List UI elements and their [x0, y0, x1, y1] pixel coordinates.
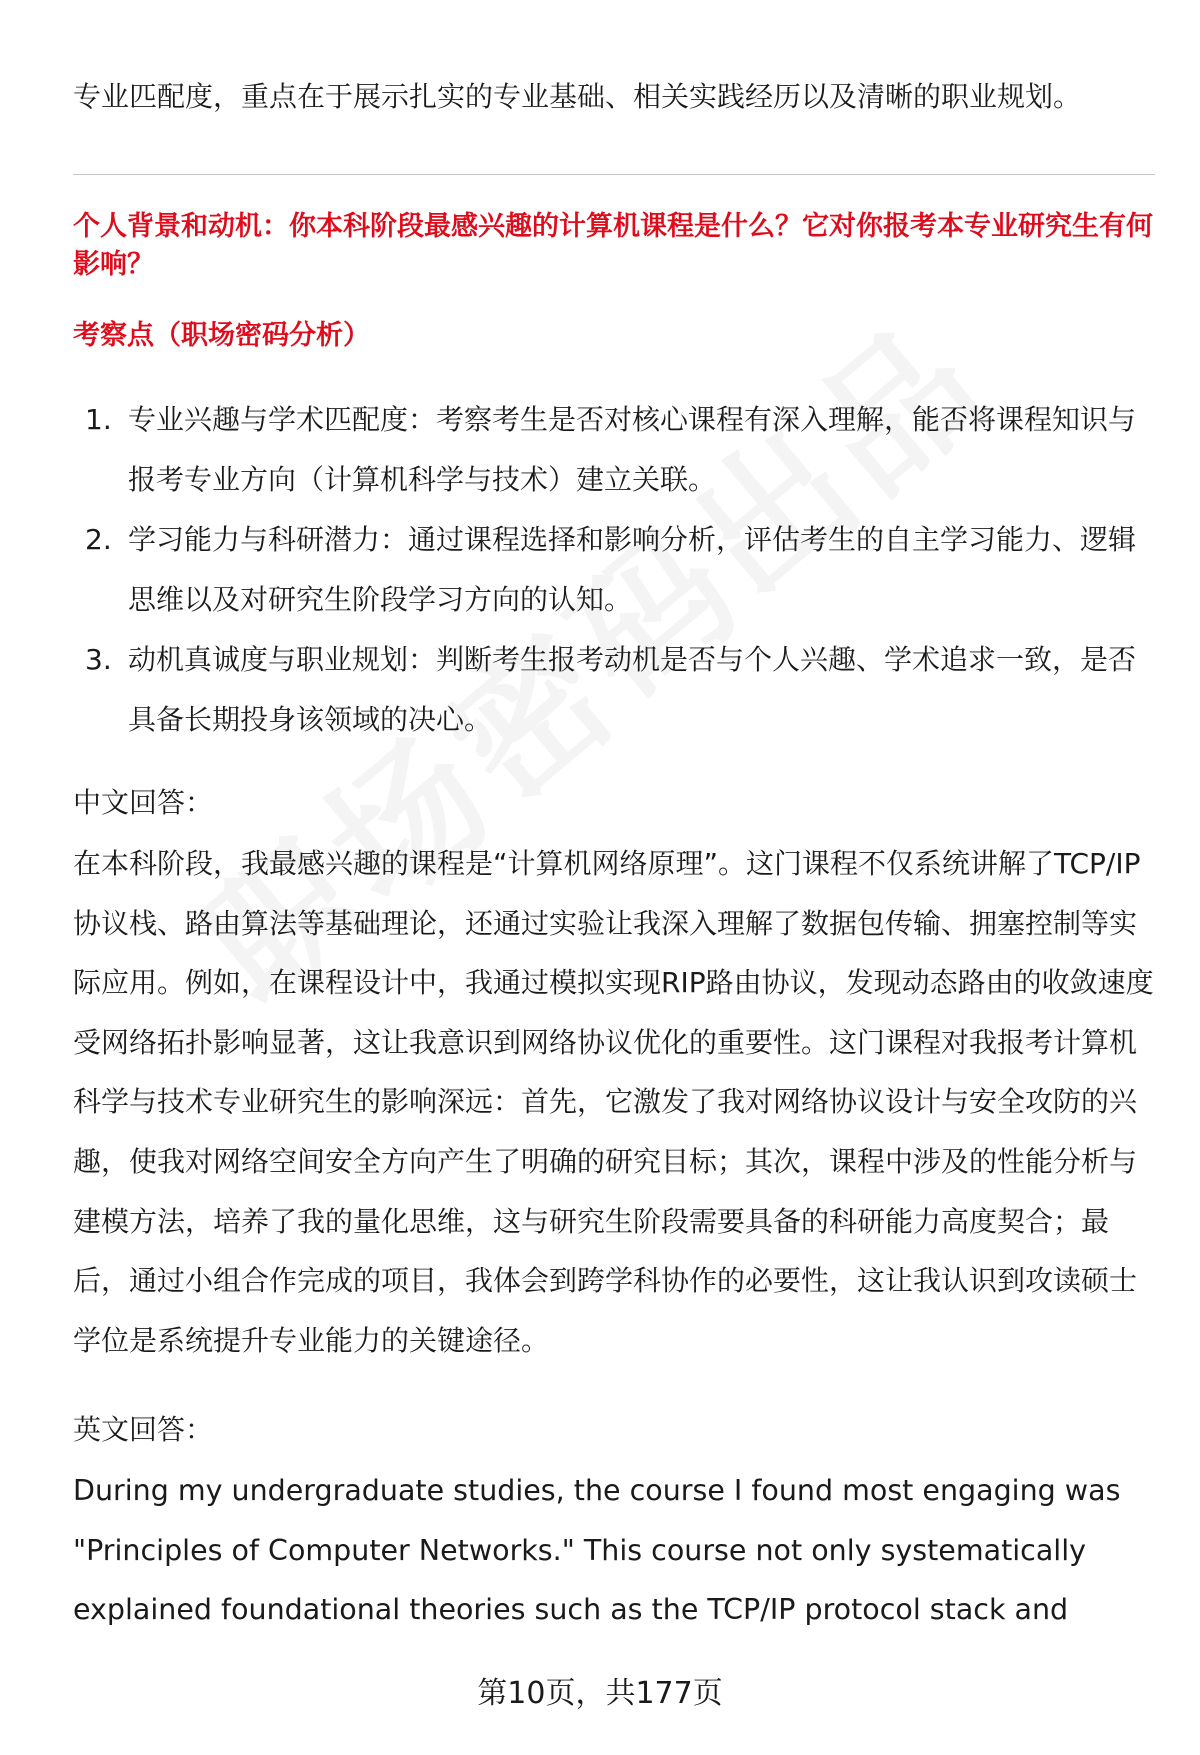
- key-point-number: 2.: [85, 523, 112, 556]
- key-point-item: [73, 390, 1155, 510]
- english-answer-label: 英文回答：: [73, 1413, 214, 1446]
- interview-question: 个人背景和动机：你本科阶段最感兴趣的计算机课程是什么？它对你报考本专业研究生有何影响？: [73, 211, 1153, 280]
- page-number-footer: 第10页，共177页: [477, 1676, 723, 1711]
- key-points-title: 考察点（职场密码分析）: [73, 320, 370, 351]
- key-points-list: [73, 390, 1155, 750]
- intro-line: 专业匹配度，重点在于展示扎实的专业基础、相关实践经历以及清晰的职业规划。: [73, 80, 1082, 113]
- english-answer-text: During my undergraduate studies, the course I found most engaging was "Principles of Computer Networks." This course not only systematically explained foundational theories such as the TCP/IP protocol stack and: [73, 1474, 1121, 1627]
- chinese-answer-text: 在本科阶段，我最感兴趣的课程是“计算机网络原理”。这门课程不仅系统讲解了TCP/IP协议栈、路由算法等基础理论，还通过实验让我深入理解了数据包传输、拥塞控制等实际应用。例如，在课程设计中，我通过模拟实现RIP路由协议，发现动态路由的收敛速度受网络拓扑影响显著，这让我意识到网络协议优化的重要性。这门课程对我报考计算机科学与技术专业研究生的影响深远：首先，它激发了我对网络协议设计与安全攻防的兴趣，使我对网络空间安全方向产生了明确的研究目标；其次，课程中涉及的性能分析与建模方法，培养了我的量化思维，这与研究生阶段需要具备的科研能力高度契合；最后，通过小组合作完成的项目，我体会到跨学科协作的必要性，这让我认识到攻读硕士学位是系统提升专业能力的关键途径。: [73, 847, 1154, 1357]
- section-divider: [73, 174, 1155, 175]
- key-point-text: 专业兴趣与学术匹配度：考察考生是否对核心课程有深入理解，能否将课程知识与报考专业方向（计算机科学与技术）建立关联。: [128, 403, 1137, 496]
- key-point-text: 动机真诚度与职业规划：判断考生报考动机是否与个人兴趣、学术追求一致，是否具备长期投身该领域的决心。: [128, 643, 1137, 736]
- key-point-number: 1.: [85, 403, 112, 436]
- key-point-item: [73, 510, 1155, 630]
- key-point-number: 3.: [85, 643, 112, 676]
- key-point-item: [73, 630, 1155, 750]
- chinese-answer-label: 中文回答：: [73, 786, 214, 819]
- key-point-text: 学习能力与科研潜力：通过课程选择和影响分析，评估考生的自主学习能力、逻辑思维以及对研究生阶段学习方向的认知。: [128, 523, 1137, 616]
